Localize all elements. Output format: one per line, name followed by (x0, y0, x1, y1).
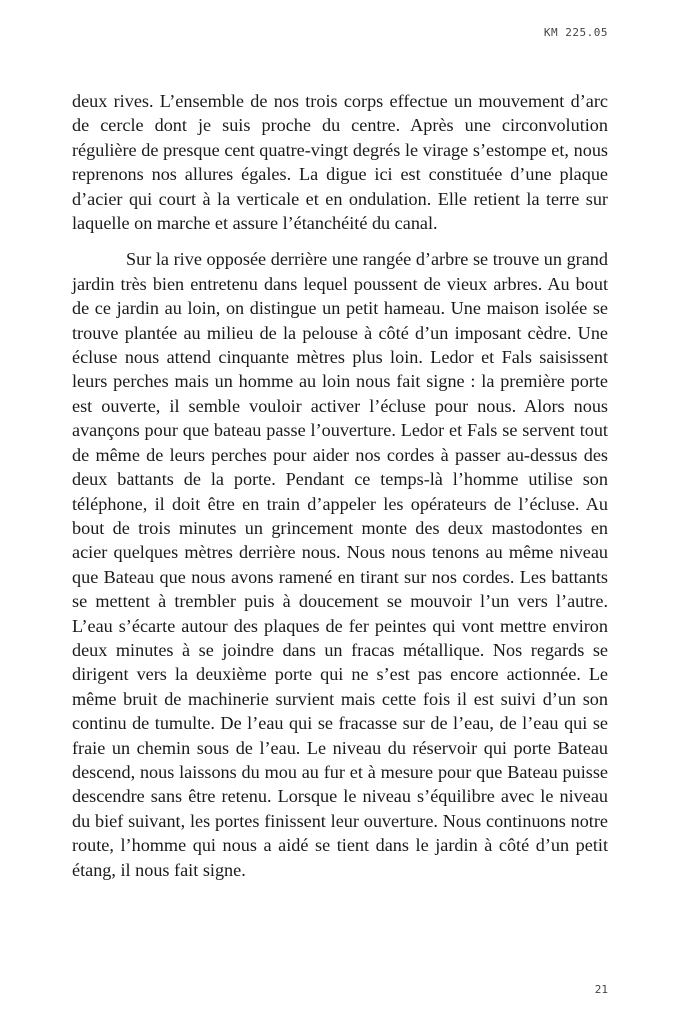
paragraph-lock-scene: Sur la rive opposée derrière une rangée d’arbre se trouve un grand jardin très bien entretenu dans lequel poussent de vieux arbres. Au bout de ce jardin au loin, on distingue un petit hameau. Une maison isolée se trouve plantée au milieu de la pelouse à côté d’un imposant cèdre. Une écluse nous attend cinquante mètres plus loin. Ledor et Fals saisissent leurs perches mais un homme au loin nous fait signe : la première porte est ouverte, il semble vouloir activer l’écluse pour nous. Alors nous avançons pour que bateau passe l’ouverture. Ledor et Fals se servent tout de même de leurs perches pour aider nos cordes à passer au-dessus des deux battants de la porte. Pendant ce temps-là l’homme utilise son téléphone, il doit être en train d’appeler les opérateurs de l’écluse. Au bout de trois minutes un grincement monte des deux mastodontes en acier quelques mètres derrière nous. Nous nous tenons au même niveau que Bateau que nous avons ramené en tirant sur nos cordes. Les battants se mettent à trembler puis à doucement se mouvoir l’un vers l’autre. L’eau s’écarte autour des plaques de fer peintes qui vont mettre environ deux minutes à se joindre dans un fracas métallique. Nos regards se dirigent vers la deuxième porte qui ne s’est pas encore actionnée. Le même bruit de machinerie survient mais cette fois il est suivi d’un son continu de tumulte. De l’eau qui se fracasse sur de l’eau, de l’eau qui se fraie un chemin sous de l’eau. Le niveau du réservoir qui porte Bateau descend, nous laissons du mou au fur et à mesure pour que Bateau puisse descendre sans être retenu. Lorsque le niveau s’équilibre avec le niveau du bief suivant, les portes finissent leur ouverture. Nous continuons notre route, l’homme qui nous a aidé se tient dans le jardin à côté d’un petit étang, il nous fait signe. (72, 249, 608, 880)
paragraph-continued: deux rives. L’ensemble de nos trois corps effectue un mouvement d’arc de cercle dont je suis proche du centre. Après une circonvolution régulière de presque cent quatre-vingt degrés le virage s’estompe et, nous reprenons nos allures égales. La digue ici est constituée d’une plaque d’acier qui court à la verticale et en ondulation. Elle retient la terre sur laquelle on marche et assure l’étanchéité du canal. (72, 91, 608, 234)
page-number: 21 (594, 983, 608, 996)
running-head-reference: KM 225.05 (543, 26, 608, 39)
body-text (72, 89, 608, 882)
